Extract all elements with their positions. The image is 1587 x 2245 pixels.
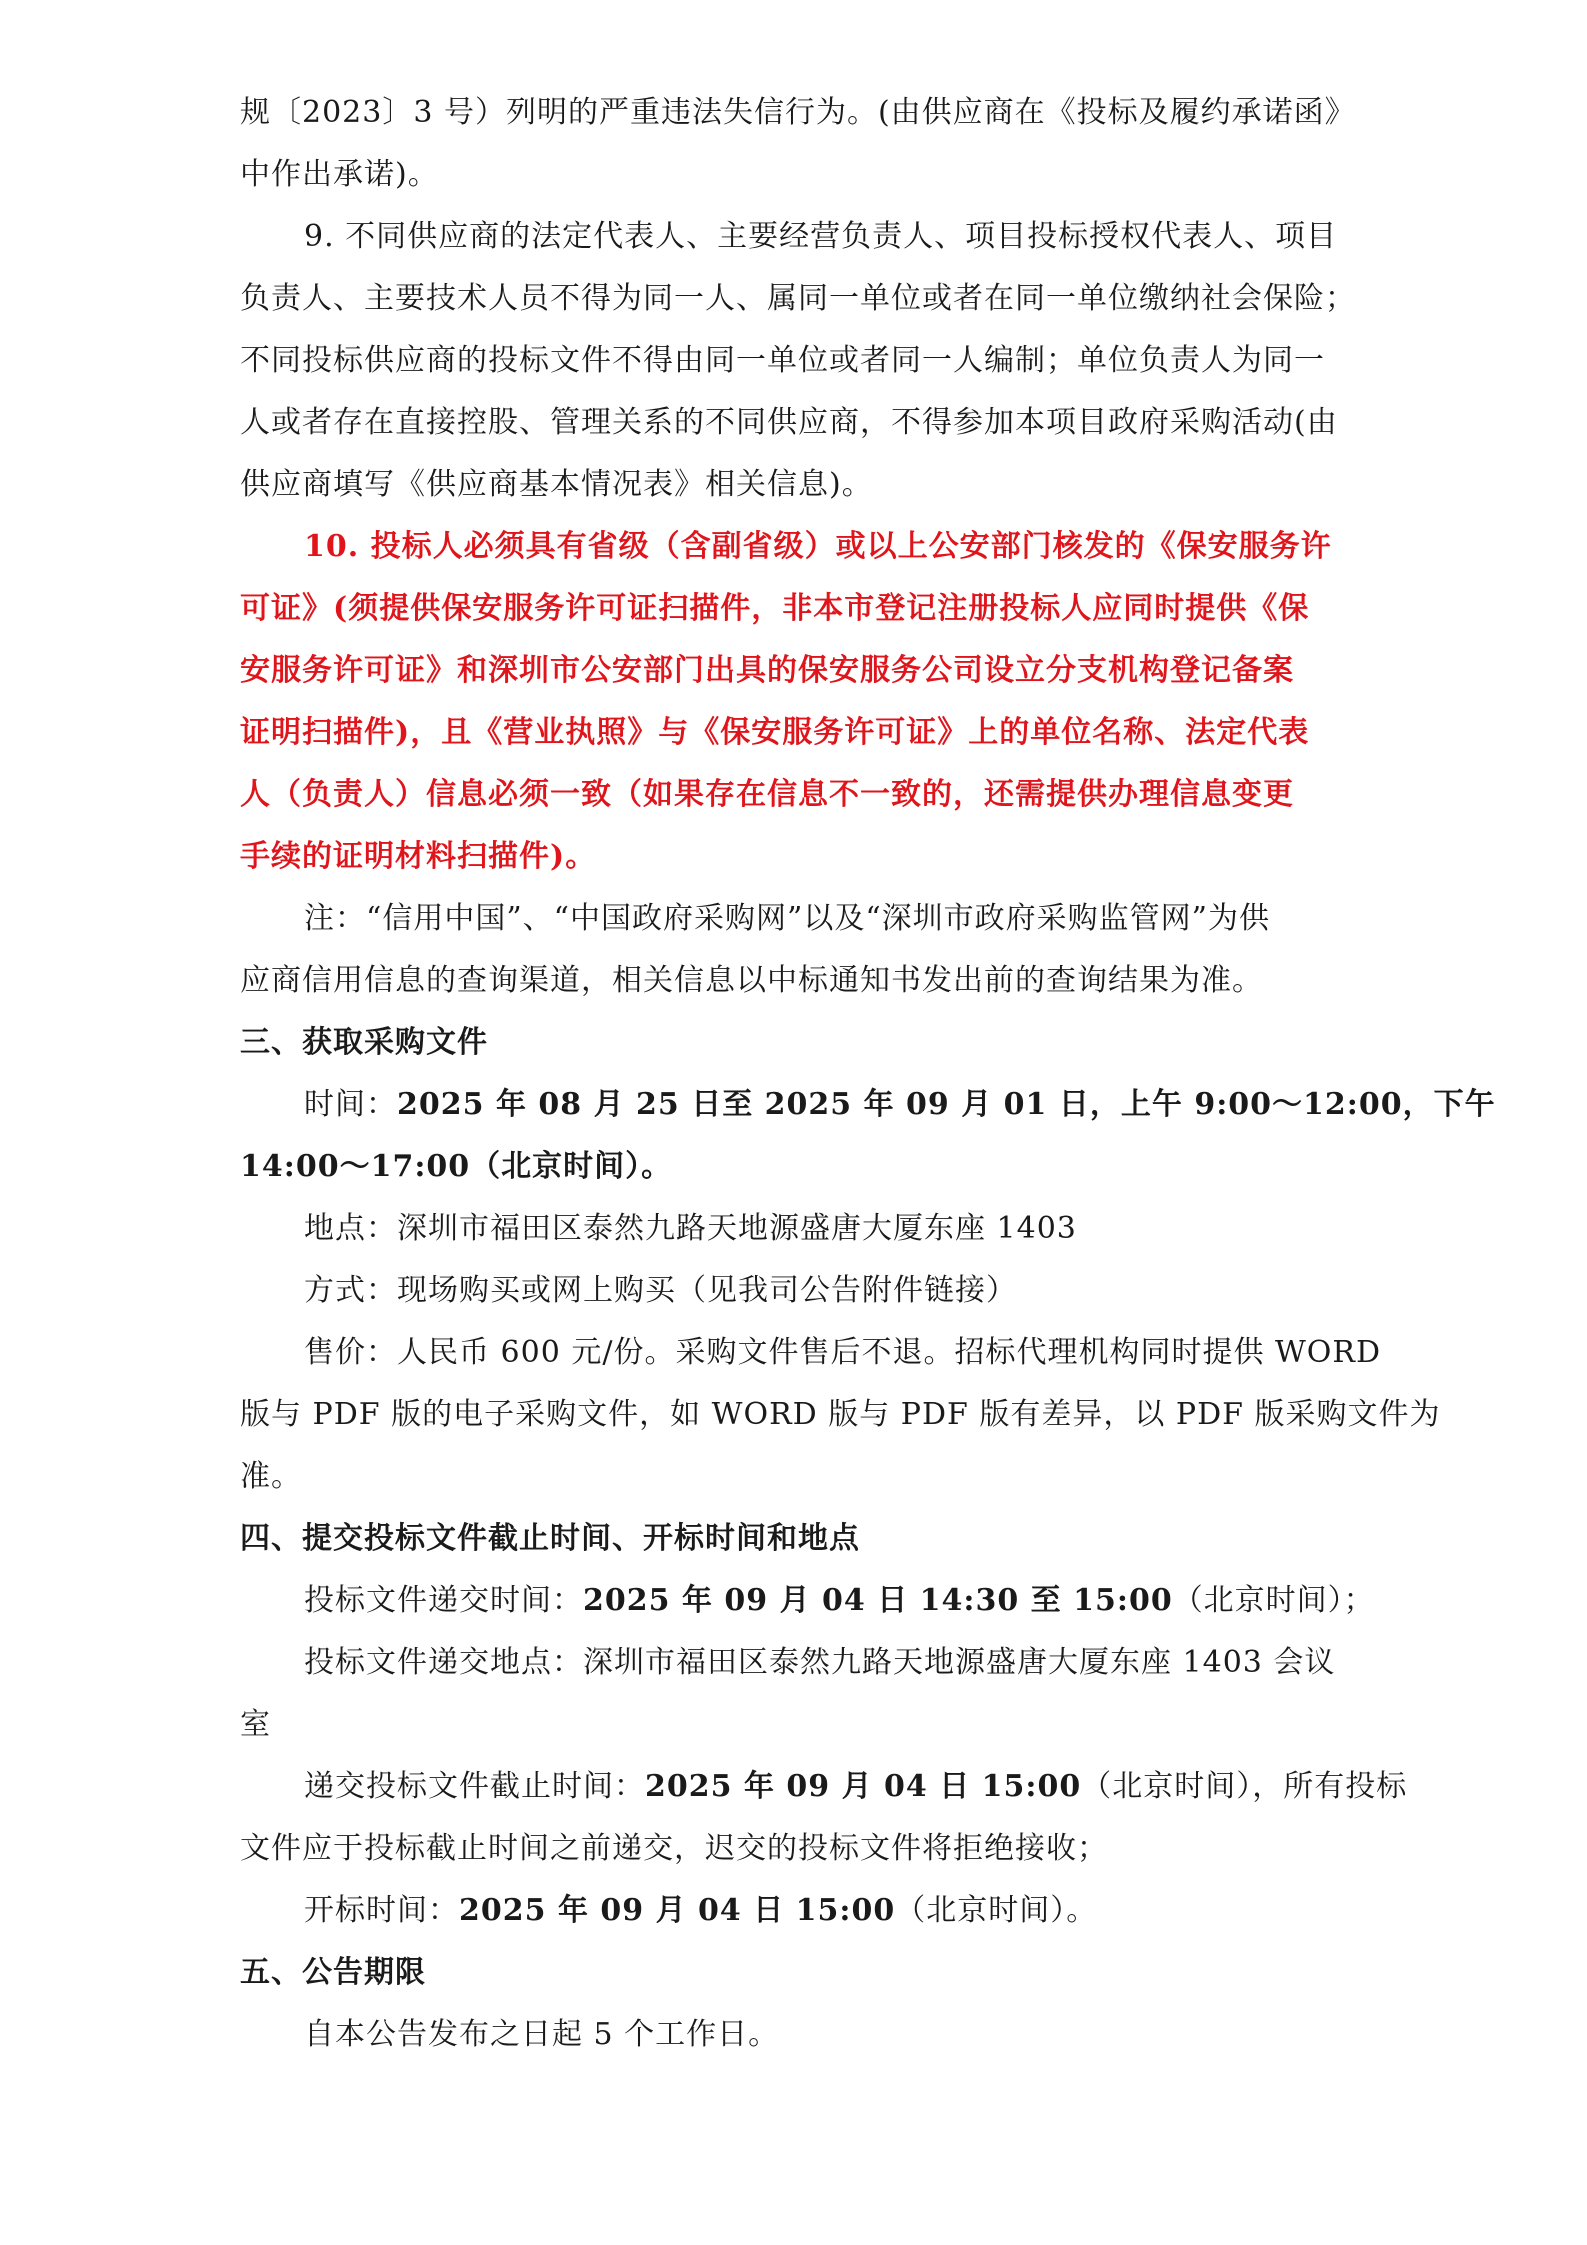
submit-place-line: 投标文件递交地点：深圳市福田区泰然九路天地源盛唐大厦东座 1403 会议	[304, 1645, 1336, 1680]
deadline-line-continued: 文件应于投标截止时间之前递交，迟交的投标文件将拒绝接收；	[240, 1831, 1108, 1866]
submit-time-label: 投标文件递交时间：	[304, 1583, 583, 1618]
highlight-line: 人（负责人）信息必须一致（如果存在信息不一致的，还需提供办理信息变更	[240, 777, 1294, 812]
text-line: 负责人、主要技术人员不得为同一人、属同一单位或者在同一单位缴纳社会保险；	[240, 281, 1356, 316]
open-time-value: 2025 年 09 月 04 日 15:00	[459, 1893, 896, 1928]
section-heading: 五、公告期限	[240, 1955, 426, 1990]
price-line: 售价：人民币 600 元/份。采购文件售后不退。招标代理机构同时提供 WORD	[304, 1335, 1382, 1370]
text-line: 中作出承诺)。	[240, 157, 439, 192]
open-time-label: 开标时间：	[304, 1893, 459, 1928]
highlight-line: 手续的证明材料扫描件)。	[240, 839, 597, 874]
section-heading: 三、获取采购文件	[240, 1025, 488, 1060]
time-line	[240, 1074, 1496, 1136]
time-line-continued: 14:00～17:00（北京时间）。	[240, 1149, 673, 1184]
price-line: 准。	[240, 1459, 302, 1494]
open-time-suffix: （北京时间）。	[895, 1893, 1098, 1928]
submit-place-line: 室	[240, 1707, 271, 1742]
section-heading: 四、提交投标文件截止时间、开标时间和地点	[240, 1521, 860, 1556]
text-line: 不同投标供应商的投标文件不得由同一单位或者同一人编制；单位负责人为同一	[240, 343, 1325, 378]
submit-time-line	[240, 1570, 1375, 1632]
note-line: 应商信用信息的查询渠道，相关信息以中标通知书发出前的查询结果为准。	[240, 963, 1263, 998]
time-label: 时间：	[304, 1087, 397, 1122]
time-value: 2025 年 08 月 25 日至 2025 年 09 月 01 日，上午 9:00～12:00，下午	[397, 1087, 1496, 1122]
submit-time-suffix: （北京时间）；	[1172, 1583, 1375, 1618]
deadline-line	[240, 1756, 1408, 1818]
note-line: 注：“信用中国”、“中国政府采购网”以及“深圳市政府采购监管网”为供	[304, 901, 1271, 936]
price-line: 版与 PDF 版的电子采购文件，如 WORD 版与 PDF 版有差异，以 PDF 版采购文件为	[240, 1397, 1441, 1432]
open-time-line	[240, 1880, 1352, 1942]
deadline-label: 递交投标文件截止时间：	[304, 1769, 645, 1804]
highlight-line: 证明扫描件)，且《营业执照》与《保安服务许可证》上的单位名称、法定代表	[240, 715, 1310, 750]
highlight-line: 10. 投标人必须具有省级（含副省级）或以上公安部门核发的《保安服务许	[304, 529, 1332, 564]
submit-time-value: 2025 年 09 月 04 日 14:30 至 15:00	[583, 1583, 1173, 1618]
deadline-value: 2025 年 09 月 04 日 15:00	[645, 1769, 1082, 1804]
place-line: 地点：深圳市福田区泰然九路天地源盛唐大厦东座 1403	[304, 1211, 1077, 1246]
method-line: 方式：现场购买或网上购买（见我司公告附件链接）	[304, 1273, 1017, 1308]
text-line: 9. 不同供应商的法定代表人、主要经营负责人、项目投标授权代表人、项目	[304, 219, 1338, 254]
document-page	[240, 82, 1496, 2066]
period-line: 自本公告发布之日起 5 个工作日。	[304, 2017, 780, 2052]
text-line: 供应商填写《供应商基本情况表》相关信息)。	[240, 467, 873, 502]
highlight-line: 安服务许可证》和深圳市公安部门出具的保安服务公司设立分支机构登记备案	[240, 653, 1294, 688]
deadline-suffix: （北京时间），所有投标	[1081, 1769, 1408, 1804]
text-line: 规〔2023〕3 号）列明的严重违法失信行为。(由供应商在《投标及履约承诺函》	[240, 95, 1356, 130]
highlight-line: 可证》(须提供保安服务许可证扫描件，非本市登记注册投标人应同时提供《保	[240, 591, 1310, 626]
text-line: 人或者存在直接控股、管理关系的不同供应商，不得参加本项目政府采购活动(由	[240, 405, 1338, 440]
